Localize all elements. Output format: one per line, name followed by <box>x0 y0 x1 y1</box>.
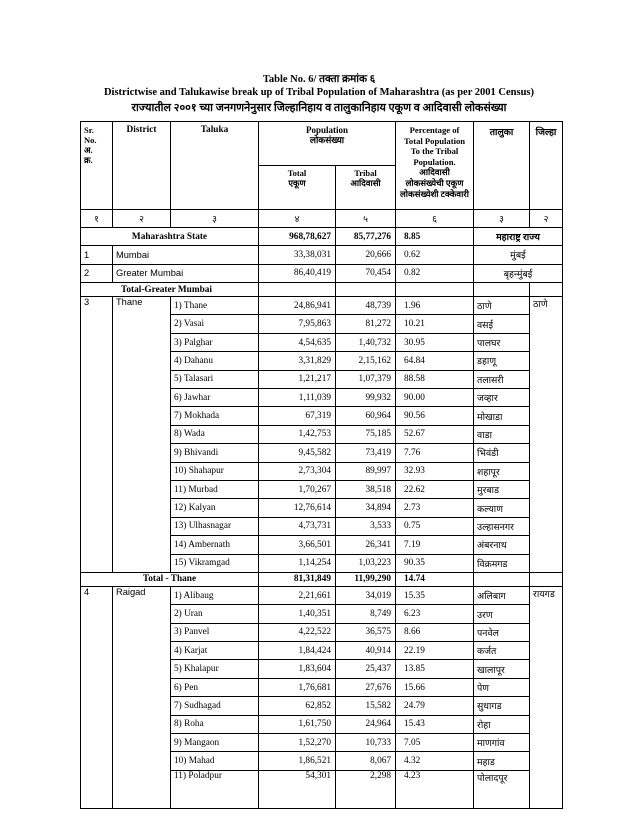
total-pop: 24,86,941 <box>259 297 336 315</box>
sr-no-empty <box>81 370 113 388</box>
tribal-pct: 4.32 <box>396 752 474 770</box>
taluka-row <box>81 586 563 604</box>
tribal-pop: 1,03,223 <box>336 554 396 572</box>
district-mr-empty <box>530 517 563 535</box>
taluka-name-mr: रोहा <box>474 715 530 733</box>
district-mr-empty <box>530 462 563 480</box>
district-name-mr: ठाणे <box>530 297 563 315</box>
tribal-pct: 10.21 <box>396 315 474 333</box>
taluka-name-mr: पनवेल <box>474 623 530 641</box>
total-pop: 4,54,635 <box>259 333 336 351</box>
sr-no-empty <box>81 715 113 733</box>
district-mr-empty <box>530 697 563 715</box>
district-mr-empty <box>530 715 563 733</box>
taluka-row <box>81 297 563 315</box>
taluka-name-mr: पोलादपूर <box>474 770 530 808</box>
taluka-row <box>81 407 563 425</box>
tribal-pct: 8.66 <box>396 623 474 641</box>
tribal-pct: 52.67 <box>396 425 474 443</box>
total-pop: 2,73,304 <box>259 462 336 480</box>
tribal-pct: 22.19 <box>396 642 474 660</box>
taluka-name: 15) Vikramgad <box>171 554 259 572</box>
taluka-row <box>81 462 563 480</box>
sr-no: 4 <box>81 586 113 604</box>
tribal-pop: 99,932 <box>336 389 396 407</box>
taluka-row <box>81 480 563 498</box>
district-mr-empty <box>530 678 563 696</box>
district-empty <box>113 715 171 733</box>
tribal-pop: 1,40,732 <box>336 333 396 351</box>
total-pop: 4,22,522 <box>259 623 336 641</box>
sr-no-empty <box>81 333 113 351</box>
district-total-pop: 81,31,849 <box>259 572 336 586</box>
tribal-pct: 0.62 <box>396 246 474 264</box>
total-pop: 1,86,521 <box>259 752 336 770</box>
district-mr-empty <box>530 623 563 641</box>
total-pop: 67,319 <box>259 407 336 425</box>
district-empty <box>113 642 171 660</box>
tribal-pct: 90.00 <box>396 389 474 407</box>
taluka-name: 12) Kalyan <box>171 499 259 517</box>
total-pop: 1,83,604 <box>259 660 336 678</box>
taluka-name-mr: कर्जत <box>474 642 530 660</box>
total-pop: 1,21,217 <box>259 370 336 388</box>
total-pop: 1,42,753 <box>259 425 336 443</box>
tribal-pct: 15.35 <box>396 586 474 604</box>
taluka-name-mr: अलिबाग <box>474 586 530 604</box>
district-name: Thane <box>113 297 171 315</box>
district-mr-empty <box>530 444 563 462</box>
district-empty <box>113 678 171 696</box>
sr-no-empty <box>81 315 113 333</box>
taluka-name: 2) Vasai <box>171 315 259 333</box>
column-number-row <box>81 209 563 227</box>
sr-no-empty <box>81 352 113 370</box>
district-name-mr: रायगड <box>530 586 563 604</box>
sr-no-empty <box>81 517 113 535</box>
taluka-name: 14) Ambernath <box>171 536 259 554</box>
total-pop: 1,70,267 <box>259 480 336 498</box>
sr-no-empty <box>81 462 113 480</box>
district-mr-empty <box>530 425 563 443</box>
taluka-row <box>81 734 563 752</box>
district-mr-empty <box>530 389 563 407</box>
district-name-mr: बृहन्मुंबई <box>474 264 563 282</box>
district-empty <box>113 660 171 678</box>
state-total: 968,78,627 <box>259 227 336 245</box>
tribal-pct: 32.93 <box>396 462 474 480</box>
taluka-name: 11) Poladpur <box>171 770 259 808</box>
total-pop: 1,84,424 <box>259 642 336 660</box>
district-mr-empty <box>530 370 563 388</box>
total-pop: 3,31,829 <box>259 352 336 370</box>
tribal-pct: 2.73 <box>396 499 474 517</box>
taluka-row <box>81 678 563 696</box>
district-empty <box>113 734 171 752</box>
taluka-name-mr: मुरबाड <box>474 480 530 498</box>
tribal-pop: 10,733 <box>336 734 396 752</box>
tribal-pop: 2,15,162 <box>336 352 396 370</box>
col-header-population: Population लोकसंख्या <box>306 125 349 145</box>
tribal-pop: 40,914 <box>336 642 396 660</box>
district-empty <box>113 370 171 388</box>
col-number: ६ <box>396 209 474 227</box>
table-subtitle-english: Districtwise and Talukawise break up of Tribal Population of Maharashtra (as per 2001 Census) <box>103 87 535 98</box>
taluka-name-mr: माणगांव <box>474 734 530 752</box>
taluka-row <box>81 499 563 517</box>
district-mr-empty <box>530 770 563 808</box>
empty-cell <box>530 572 563 586</box>
district-tribal-pop: 11,99,290 <box>336 572 396 586</box>
sr-no-empty <box>81 660 113 678</box>
total-greater-mumbai-label: Total-Greater Mumbai <box>81 283 259 297</box>
tribal-pct: 0.82 <box>396 264 474 282</box>
sr-no: 3 <box>81 297 113 315</box>
taluka-row <box>81 536 563 554</box>
tribal-pop: 8,067 <box>336 752 396 770</box>
tribal-pop: 75,185 <box>336 425 396 443</box>
taluka-name: 6) Jawhar <box>171 389 259 407</box>
taluka-name: 5) Talasari <box>171 370 259 388</box>
taluka-name-mr: उरण <box>474 605 530 623</box>
taluka-name: 8) Roha <box>171 715 259 733</box>
total-pop: 1,76,681 <box>259 678 336 696</box>
col-number: ३ <box>171 209 259 227</box>
tribal-pct: 30.95 <box>396 333 474 351</box>
col-header-taluka: Taluka <box>171 122 259 166</box>
sr-no-empty <box>81 536 113 554</box>
taluka-name: 7) Sudhagad <box>171 697 259 715</box>
tribal-pop: 60,964 <box>336 407 396 425</box>
total-pop: 1,61,750 <box>259 715 336 733</box>
sr-no-empty <box>81 444 113 462</box>
total-pop: 7,95,863 <box>259 315 336 333</box>
district-mr-empty <box>530 352 563 370</box>
taluka-name: 9) Mangaon <box>171 734 259 752</box>
col-number: १ <box>81 209 113 227</box>
district-name: Mumbai <box>113 246 259 264</box>
district-name: Greater Mumbai <box>113 264 259 282</box>
tribal-pop: 26,341 <box>336 536 396 554</box>
district-empty <box>113 554 171 572</box>
total-pop: 33,38,031 <box>259 246 336 264</box>
district-empty <box>113 770 171 808</box>
district-row-mumbai <box>81 246 563 264</box>
sr-no-empty <box>81 770 113 808</box>
total-pop: 3,66,501 <box>259 536 336 554</box>
tribal-pct: 90.35 <box>396 554 474 572</box>
col-number: २ <box>530 209 563 227</box>
tribal-pop: 48,739 <box>336 297 396 315</box>
tribal-pop: 1,07,379 <box>336 370 396 388</box>
sr-no-empty <box>81 554 113 572</box>
taluka-name: 4) Dahanu <box>171 352 259 370</box>
col-header-taluka-mr: तालुका <box>474 122 530 210</box>
tribal-pct: 15.66 <box>396 678 474 696</box>
tribal-pct: 7.05 <box>396 734 474 752</box>
col-number: ३ <box>474 209 530 227</box>
taluka-name-mr: खालापूर <box>474 660 530 678</box>
total-pop: 1,14,254 <box>259 554 336 572</box>
tribal-pop: 81,272 <box>336 315 396 333</box>
total-pop: 12,76,614 <box>259 499 336 517</box>
state-label: Maharashtra State <box>81 227 259 245</box>
taluka-name-mr: कल्याण <box>474 499 530 517</box>
district-empty <box>113 752 171 770</box>
tribal-pct: 1.96 <box>396 297 474 315</box>
total-pop: 1,52,270 <box>259 734 336 752</box>
taluka-name-mr: वसई <box>474 315 530 333</box>
sr-no-empty <box>81 734 113 752</box>
district-mr-empty <box>530 480 563 498</box>
sr-no: 1 <box>81 246 113 264</box>
taluka-name-mr: उल्हासनगर <box>474 517 530 535</box>
taluka-name: 3) Palghar <box>171 333 259 351</box>
taluka-row <box>81 605 563 623</box>
taluka-name-mr: डहाणू <box>474 352 530 370</box>
taluka-row <box>81 389 563 407</box>
tribal-pop: 70,454 <box>336 264 396 282</box>
district-empty <box>113 462 171 480</box>
tribal-pct: 13.85 <box>396 660 474 678</box>
district-mr-empty <box>530 315 563 333</box>
district-mr-empty <box>530 605 563 623</box>
taluka-row <box>81 425 563 443</box>
tribal-pct: 4.23 <box>396 770 474 808</box>
table-subtitle-marathi: राज्यातील २००१ च्या जनगणनेनुसार जिल्हानिहाय व तालुकानिहाय एकूण व आदिवासी लोकसंख्या <box>131 102 507 114</box>
taluka-name-mr: शहापूर <box>474 462 530 480</box>
taluka-name-mr: तलासरी <box>474 370 530 388</box>
taluka-name: 7) Mokhada <box>171 407 259 425</box>
taluka-name-mr: भिवंडी <box>474 444 530 462</box>
taluka-row <box>81 517 563 535</box>
tribal-pct: 0.75 <box>396 517 474 535</box>
tribal-pop: 25,437 <box>336 660 396 678</box>
taluka-name: 1) Alibaug <box>171 586 259 604</box>
taluka-row <box>81 444 563 462</box>
taluka-name-mr: अंबरनाथ <box>474 536 530 554</box>
district-mr-empty <box>530 499 563 517</box>
col-number: ५ <box>336 209 396 227</box>
taluka-row <box>81 315 563 333</box>
district-empty <box>113 425 171 443</box>
taluka-row <box>81 623 563 641</box>
col-header-district: District <box>113 122 171 166</box>
total-pop: 54,301 <box>259 770 336 808</box>
taluka-name-mr: मोखाडा <box>474 407 530 425</box>
tribal-pop: 89,997 <box>336 462 396 480</box>
sr-no-empty <box>81 605 113 623</box>
district-empty <box>113 389 171 407</box>
col-number: ४ <box>259 209 336 227</box>
taluka-name-mr: जव्हार <box>474 389 530 407</box>
table-title: Table No. 6/ तक्ता क्रमांक ६ <box>262 74 376 85</box>
taluka-row <box>81 352 563 370</box>
tribal-pop: 27,676 <box>336 678 396 696</box>
taluka-row <box>81 642 563 660</box>
district-mr-empty <box>530 536 563 554</box>
district-mr-empty <box>530 407 563 425</box>
tribal-pct: 22.62 <box>396 480 474 498</box>
district-name: Raigad <box>113 586 171 604</box>
tribal-pct: 24.79 <box>396 697 474 715</box>
district-empty <box>113 697 171 715</box>
taluka-name: 11) Murbad <box>171 480 259 498</box>
taluka-row <box>81 370 563 388</box>
district-mr-empty <box>530 660 563 678</box>
state-pct: 8.85 <box>396 227 474 245</box>
tribal-pop: 20,666 <box>336 246 396 264</box>
district-tribal-pct: 14.74 <box>396 572 474 586</box>
district-empty <box>113 444 171 462</box>
tribal-pop: 34,894 <box>336 499 396 517</box>
taluka-row <box>81 697 563 715</box>
col-header-tribal: Tribal आदिवासी <box>350 167 381 188</box>
total-pop: 1,11,039 <box>259 389 336 407</box>
taluka-name-mr: विक्रमगड <box>474 554 530 572</box>
total-pop: 4,73,731 <box>259 517 336 535</box>
tribal-pct: 90.56 <box>396 407 474 425</box>
district-empty <box>113 480 171 498</box>
state-label-mr: महाराष्ट्र राज्य <box>474 227 563 245</box>
tribal-pct: 6.23 <box>396 605 474 623</box>
district-empty <box>113 623 171 641</box>
sr-no-empty <box>81 480 113 498</box>
col-header-district-mr: जिल्हा <box>530 122 563 210</box>
district-empty <box>113 536 171 554</box>
taluka-row <box>81 333 563 351</box>
tribal-pop: 38,518 <box>336 480 396 498</box>
tribal-pop: 34,019 <box>336 586 396 604</box>
district-empty <box>113 333 171 351</box>
total-pop: 62,852 <box>259 697 336 715</box>
tribal-pop: 73,419 <box>336 444 396 462</box>
sr-no-empty <box>81 642 113 660</box>
tribal-pop: 8,749 <box>336 605 396 623</box>
taluka-name: 5) Khalapur <box>171 660 259 678</box>
district-mr-empty <box>530 752 563 770</box>
sr-no-empty <box>81 752 113 770</box>
district-mr-empty <box>530 333 563 351</box>
col-header-sr: Sr. No. अ. क्र. <box>84 125 97 165</box>
taluka-name: 9) Bhivandi <box>171 444 259 462</box>
taluka-name: 10) Mahad <box>171 752 259 770</box>
taluka-name-mr: पेण <box>474 678 530 696</box>
taluka-name: 13) Ulhasnagar <box>171 517 259 535</box>
district-row-greater-mumbai <box>81 264 563 282</box>
taluka-name: 2) Uran <box>171 605 259 623</box>
sr-no-empty <box>81 389 113 407</box>
taluka-name-mr: वाडा <box>474 425 530 443</box>
tribal-pct: 64.84 <box>396 352 474 370</box>
district-empty <box>113 517 171 535</box>
taluka-name: 1) Thane <box>171 297 259 315</box>
taluka-name: 8) Wada <box>171 425 259 443</box>
taluka-name-mr: सुधागड <box>474 697 530 715</box>
sr-no-empty <box>81 697 113 715</box>
tribal-pct: 7.76 <box>396 444 474 462</box>
taluka-name: 4) Karjat <box>171 642 259 660</box>
col-header-percentage: Percentage of Total Population To the Tribal Population. आदिवासी लोकसंख्येची एकूण लोकसंख्येशी टक्केवारी <box>399 125 470 199</box>
sr-no-empty <box>81 623 113 641</box>
tribal-pop: 24,964 <box>336 715 396 733</box>
taluka-name: 10) Shahapur <box>171 462 259 480</box>
taluka-name: 3) Panvel <box>171 623 259 641</box>
district-total-row <box>81 572 563 586</box>
col-header-total: Total एकूण <box>287 167 307 188</box>
sr-no-empty <box>81 425 113 443</box>
district-mr-empty <box>530 642 563 660</box>
sr-no-empty <box>81 407 113 425</box>
district-mr-empty <box>530 554 563 572</box>
district-mr-empty <box>530 734 563 752</box>
tribal-pop: 36,575 <box>336 623 396 641</box>
taluka-row <box>81 715 563 733</box>
district-total-label: Total - Thane <box>81 572 259 586</box>
district-empty <box>113 352 171 370</box>
tribal-pop: 15,582 <box>336 697 396 715</box>
taluka-row <box>81 770 563 808</box>
table-header <box>81 122 563 210</box>
total-pop: 9,45,582 <box>259 444 336 462</box>
tribal-pop: 3,533 <box>336 517 396 535</box>
sr-no-empty <box>81 678 113 696</box>
district-name-mr: मुंबई <box>474 246 563 264</box>
empty-cell <box>474 572 530 586</box>
taluka-name-mr: महाड <box>474 752 530 770</box>
population-table <box>80 121 563 809</box>
sr-no: 2 <box>81 264 113 282</box>
taluka-row <box>81 660 563 678</box>
taluka-name-mr: ठाणे <box>474 297 530 315</box>
taluka-name-mr: पालघर <box>474 333 530 351</box>
district-empty <box>113 315 171 333</box>
state-total-row <box>81 227 563 245</box>
district-empty <box>113 605 171 623</box>
taluka-row <box>81 752 563 770</box>
tribal-pct: 7.19 <box>396 536 474 554</box>
taluka-row <box>81 554 563 572</box>
tribal-pct: 88.58 <box>396 370 474 388</box>
total-greater-mumbai-row <box>81 283 563 297</box>
district-empty <box>113 407 171 425</box>
sr-no-empty <box>81 499 113 517</box>
taluka-name: 6) Pen <box>171 678 259 696</box>
total-pop: 1,40,351 <box>259 605 336 623</box>
tribal-pct: 15.43 <box>396 715 474 733</box>
total-pop: 86,40,419 <box>259 264 336 282</box>
district-empty <box>113 499 171 517</box>
total-pop: 2,21,661 <box>259 586 336 604</box>
tribal-pop: 2,298 <box>336 770 396 808</box>
col-number: २ <box>113 209 171 227</box>
state-tribal: 85,77,276 <box>336 227 396 245</box>
